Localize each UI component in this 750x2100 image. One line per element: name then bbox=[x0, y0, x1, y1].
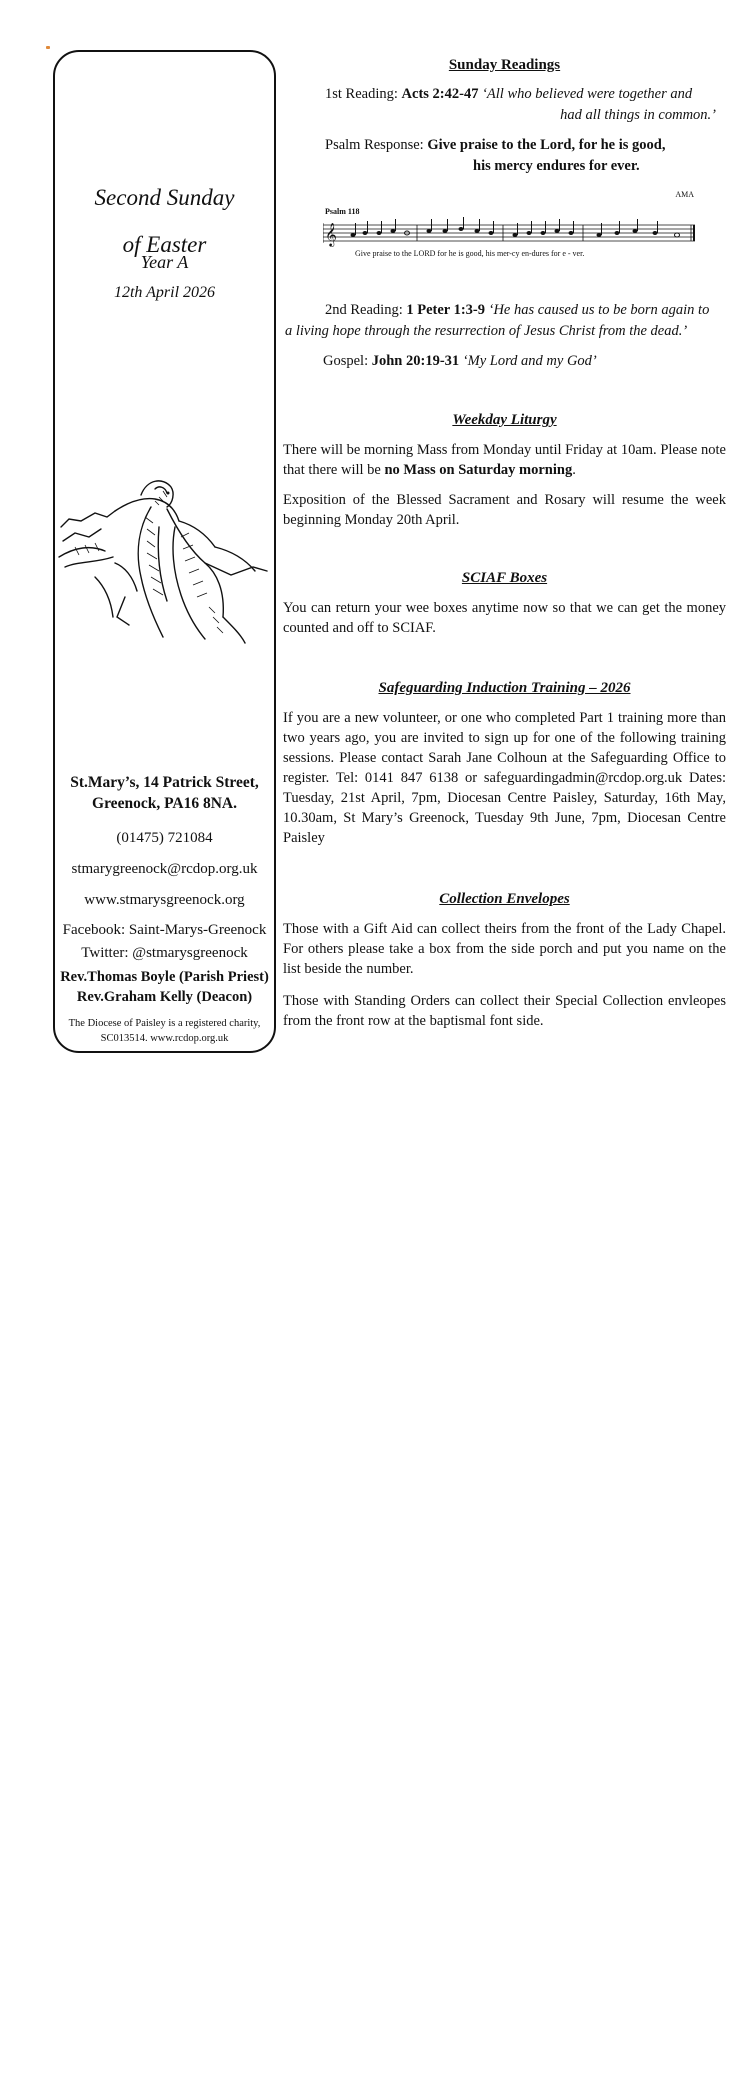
psalm-text-2: his mercy endures for ever. bbox=[473, 158, 640, 174]
first-reading-quote-1: ‘All who believed were together and bbox=[482, 86, 693, 102]
title-line-1: Second Sunday bbox=[94, 185, 235, 210]
first-reading bbox=[325, 86, 692, 103]
safeguarding-heading: Safeguarding Induction Training – 2026 bbox=[378, 680, 631, 696]
second-reading-quote-2: a living hope through the resurrection of Jesus Christ from the dead.’ bbox=[285, 323, 688, 339]
safeguarding-paragraph: If you are a new volunteer, or one who completed Part 1 training more than two years ago, you are invited to sign up for one of the following training sessions. Please contact Sarah Jane Colhoun at the Safeguarding Office to register. Tel: 0141 847 6138 or safeguardingadmin@rcdop.org.uk Dates: Tuesday, 21st April, 7pm, Diocesan Centre Paisley, Saturday, 16th May, 10.30am, St Mary’s Greenock, Tuesday 9th June, 7pm, Diocesan Centre Paisley bbox=[283, 710, 726, 846]
sunday-readings-heading: Sunday Readings bbox=[448, 57, 561, 73]
music-credit: AMA bbox=[675, 190, 694, 199]
risen-christ-illustration bbox=[55, 467, 273, 647]
title-line-2: of Easter bbox=[122, 232, 207, 257]
parish-info-panel bbox=[53, 50, 276, 1053]
deacon: Rev.Graham Kelly (Deacon) bbox=[76, 989, 253, 1005]
weekday-paragraph-2: Exposition of the Blessed Sacrament and Rosary will resume the week beginning Monday 20th April. bbox=[283, 492, 726, 528]
church-address bbox=[61, 772, 268, 814]
address-line-2: Greenock, PA16 8NA. bbox=[92, 795, 237, 812]
email-link[interactable]: stmarygreenock@rcdop.org.uk bbox=[71, 861, 258, 877]
address-line-1: St.Mary’s, 14 Patrick Street, bbox=[70, 774, 259, 791]
weekday-p1-start: There will be morning Mass from Monday until Friday at 10am. Please note that there will be bbox=[283, 442, 726, 478]
liturgical-year: Year A bbox=[140, 252, 189, 272]
bulletin-date: 12th April 2026 bbox=[113, 284, 216, 301]
sciaf-heading: SCIAF Boxes bbox=[461, 570, 548, 586]
sciaf-paragraph: You can return your wee boxes anytime now so that we can get the money counted and off to SCIAF. bbox=[283, 600, 726, 636]
first-reading-ref: Acts 2:42-47 bbox=[401, 86, 479, 102]
first-reading-quote-2: had all things in common.’ bbox=[560, 107, 716, 123]
charity-notice bbox=[57, 1016, 272, 1046]
gospel-quote: ‘My Lord and my God’ bbox=[462, 353, 597, 369]
envelopes-paragraph-1: Those with a Gift Aid can collect theirs from the front of the Lady Chapel. For others please take a box from the side porch and put you name on the list beside the number. bbox=[283, 921, 726, 977]
facebook-link[interactable]: Facebook: Saint-Marys-Greenock bbox=[62, 922, 267, 938]
first-reading-label: 1st Reading: bbox=[325, 86, 398, 102]
svg-text:𝄞: 𝄞 bbox=[325, 222, 337, 246]
charity-line-2: SC013514. www.rcdop.org.uk bbox=[100, 1033, 229, 1044]
envelopes-paragraph-2: Those with Standing Orders can collect their Special Collection envleopes from the front row at the baptismal font side. bbox=[283, 993, 726, 1029]
second-reading-label: 2nd Reading: bbox=[325, 302, 403, 318]
charity-line-1: The Diocese of Paisley is a registered charity, bbox=[68, 1018, 261, 1029]
weekday-liturgy-heading: Weekday Liturgy bbox=[452, 412, 557, 428]
weekday-p1-end: . bbox=[572, 462, 576, 478]
gospel-ref: John 20:19-31 bbox=[371, 353, 460, 369]
twitter-link[interactable]: Twitter: @stmarysgreenock bbox=[81, 945, 248, 961]
gospel-label: Gospel: bbox=[323, 353, 369, 369]
second-reading bbox=[325, 302, 709, 319]
psalm-response bbox=[325, 137, 665, 154]
second-reading-ref: 1 Peter 1:3-9 bbox=[406, 302, 485, 318]
parish-priest: Rev.Thomas Boyle (Parish Priest) bbox=[60, 969, 269, 985]
website-link[interactable]: www.stmarysgreenock.org bbox=[84, 892, 245, 908]
weekday-paragraph-1 bbox=[283, 440, 726, 480]
collection-envelopes-heading: Collection Envelopes bbox=[439, 891, 570, 907]
phone-number[interactable]: (01475) 721084 bbox=[116, 830, 213, 846]
clergy-list bbox=[55, 967, 274, 1007]
gospel bbox=[323, 353, 597, 370]
scan-mark bbox=[46, 46, 50, 49]
psalm-label: Psalm Response: bbox=[325, 137, 424, 153]
music-title: Psalm 118 bbox=[325, 207, 360, 216]
psalm-text-1: Give praise to the Lord, for he is good, bbox=[427, 137, 666, 153]
weekday-p1-bold: no Mass on Saturday morning bbox=[384, 462, 573, 478]
music-lyrics: Give praise to the LORD for he is good, his mer-cy en-dures for e - ver. bbox=[355, 249, 585, 258]
second-reading-quote-1: ‘He has caused us to be born again to bbox=[488, 302, 710, 318]
